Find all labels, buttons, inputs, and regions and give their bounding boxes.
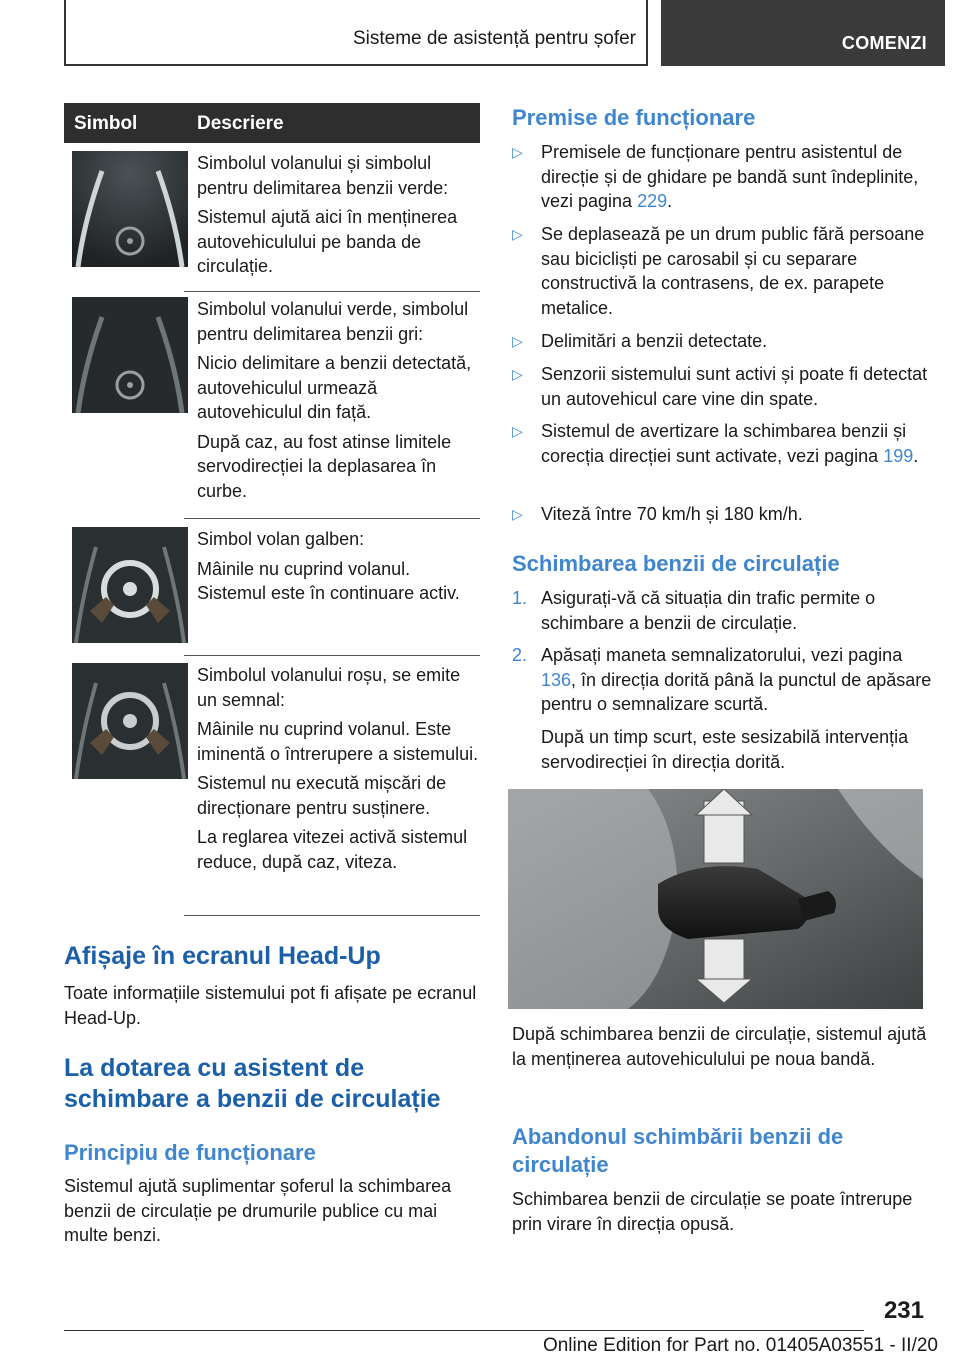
- steering-wheel-hands-red-icon: [72, 663, 188, 779]
- page-number: 231: [883, 1297, 924, 1324]
- list-item-text: Delimitări a benzii detectate.: [541, 331, 768, 351]
- list-item-text: Viteză între 70 km/h și 180 km/h.: [541, 504, 803, 524]
- row-text: Simbolul volanului verde, simbolul pentru delimitarea benzii gri:: [197, 299, 469, 344]
- row-text: Mâinile nu cuprind volanul. Este iminentă o întrerupere a sistemului.: [197, 719, 479, 764]
- step-item: [512, 586, 932, 635]
- abandon-text: Schimbarea benzii de circulație se poate întrerupe prin virare în direcția opusă.: [512, 1189, 913, 1234]
- list-item-text: Sistemul de avertizare la schimbarea benzii și corecția direcției sunt activate, vezi pagina: [541, 421, 907, 466]
- step-item: [512, 643, 932, 717]
- row-divider: [184, 518, 480, 519]
- row-text: După caz, au fost atinse limitele servodirecției la deplasarea în curbe.: [197, 431, 452, 501]
- row-description: [197, 663, 482, 879]
- list-item-text: Se deplasează pe un drum public fără persoane sau bicicliști pe carosabil și cu separare constructivă la contrasens, de ex. parapete metalice.: [541, 224, 925, 318]
- heading-principle: Principiu de funcționare: [64, 1140, 316, 1165]
- after-change-text: După schimbarea benzii de circulație, sistemul ajută la menținerea autovehiculului pe noua bandă.: [512, 1024, 927, 1069]
- row-divider: [184, 655, 480, 656]
- row-divider: [184, 291, 480, 292]
- header-rule-bottom: [64, 64, 648, 66]
- triangle-bullet-icon: ▷: [512, 366, 523, 382]
- table-header: [64, 103, 480, 143]
- footer-rule: [64, 1330, 864, 1331]
- heading-hud: Afișaje în ecranul Head-Up: [64, 942, 381, 970]
- step-note-text: După un timp scurt, este sesizabilă intervenția servodirecției în direcția dorită.: [541, 727, 909, 772]
- triangle-bullet-icon: ▷: [512, 506, 523, 522]
- list-item-punct: .: [913, 445, 919, 466]
- list-item: [512, 140, 932, 214]
- triangle-bullet-icon: ▷: [512, 144, 523, 160]
- principle-text: Sistemul ajută suplimentar șoferul la schimbarea benzii de circulație pe drumurile publice cu mai multe benzi.: [64, 1176, 452, 1245]
- row-text: Sistemul ajută aici în menținerea autovehiculului pe banda de circulație.: [197, 207, 458, 276]
- list-item: [512, 222, 932, 320]
- step-text: Asigurați-vă că situația din trafic permite o schimbare a benzii de circulație.: [541, 588, 876, 633]
- list-item: [512, 502, 932, 527]
- row-description: [197, 151, 482, 284]
- heading-lane-change: Schimbarea benzii de circulație: [512, 551, 840, 576]
- list-item-text: Senzorii sistemului sunt activi și poate fi detectat un autovehicul care vine din spate.: [541, 364, 928, 409]
- step-note: [512, 725, 932, 774]
- header-rule-right: [646, 0, 648, 66]
- turn-signal-lever-illustration: [508, 789, 923, 1009]
- column-header-description: Descriere: [197, 113, 284, 134]
- table-row: [64, 297, 480, 517]
- row-text: Simbol volan galben:: [197, 529, 365, 549]
- row-text: Nicio delimitare a benzii detectată, autovehiculul urmează autovehiculul din față.: [197, 353, 472, 422]
- heading-premises: Premise de funcționare: [512, 105, 756, 130]
- row-text: La reglarea vitezei activă sistemul reduce, după caz, viteza.: [197, 827, 468, 872]
- chapter-tab[interactable]: [661, 0, 945, 66]
- page-link-136[interactable]: 136: [541, 669, 572, 690]
- steering-wheel-green-lane-icon: [72, 151, 188, 267]
- list-item: [512, 329, 932, 354]
- steering-wheel-green-lane-gray-icon: [72, 297, 188, 413]
- chapter-tab-label: COMENZI: [841, 33, 927, 53]
- row-description: [197, 297, 482, 508]
- heading-lane-change-assistant: La dotarea cu asistent de schimbare a benzii de circulație: [64, 1054, 441, 1113]
- step-number: 1.: [512, 588, 528, 608]
- page-link-229[interactable]: 229: [637, 191, 668, 211]
- triangle-bullet-icon: ▷: [512, 423, 523, 439]
- heading-abandon: Abandonul schimbării benzii de circulație: [512, 1124, 844, 1177]
- triangle-bullet-icon: ▷: [512, 333, 523, 349]
- list-item-punct: .: [667, 191, 673, 211]
- table-row: [64, 663, 480, 913]
- section-title: Sisteme de asistență pentru șofer: [352, 28, 636, 49]
- list-item: [512, 362, 932, 411]
- step-text-cont: , în direcția dorită până la punctul de apăsare pentru o semnalizare scurtă.: [541, 669, 932, 714]
- list-item-text: Premisele de funcționare pentru asistentul de direcție și de ghidare pe bandă sunt îndeplinite, vezi pagina: [541, 142, 919, 211]
- row-divider: [184, 915, 480, 916]
- list-item: [512, 419, 932, 468]
- step-number: 2.: [512, 645, 528, 665]
- row-text: Simbolul volanului și simbolul pentru delimitarea benzii verde:: [197, 153, 449, 198]
- steering-wheel-hands-yellow-icon: [72, 527, 188, 643]
- table-row: [64, 151, 480, 291]
- step-text: Apăsați maneta semnalizatorului, vezi pagina: [541, 645, 903, 665]
- row-text: Mâinile nu cuprind volanul. Sistemul este în continuare activ.: [197, 558, 460, 603]
- edition-note: Online Edition for Part no. 01405A03551 - II/20: [542, 1335, 938, 1356]
- row-description: [197, 527, 482, 611]
- table-row: [64, 527, 480, 652]
- row-text: Simbolul volanului roșu, se emite un semnal:: [197, 665, 461, 710]
- hud-text: Toate informațiile sistemului pot fi afișate pe ecranul Head-Up.: [64, 983, 477, 1028]
- column-header-symbol: Simbol: [74, 113, 138, 134]
- page-link-199[interactable]: 199: [883, 445, 914, 466]
- row-text: Sistemul nu execută mișcări de direcționare pentru susținere.: [197, 773, 447, 818]
- triangle-bullet-icon: ▷: [512, 226, 523, 242]
